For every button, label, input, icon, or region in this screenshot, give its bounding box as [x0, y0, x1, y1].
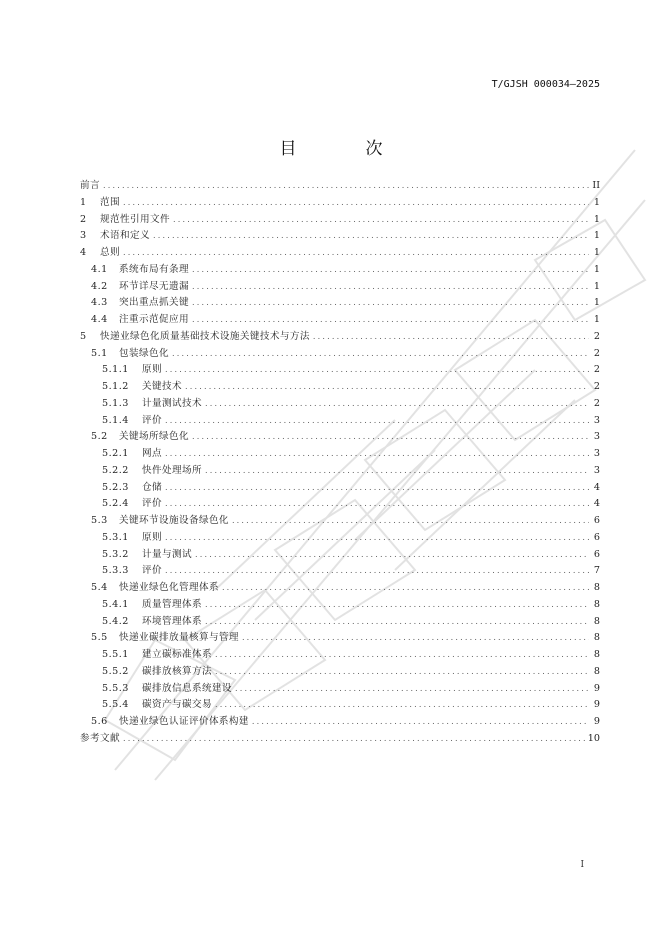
toc-entry-number: 5.5.3 — [102, 682, 129, 694]
toc-entry[interactable] — [80, 664, 600, 681]
toc-dot-leader — [165, 563, 589, 580]
toc-entry-page: 8 — [593, 632, 600, 644]
toc-entry[interactable] — [80, 396, 600, 413]
toc-dot-leader — [165, 362, 589, 379]
toc-entry-label: 碳排放核算方法 — [142, 665, 212, 677]
toc-entry[interactable] — [80, 362, 600, 379]
toc-entry-page: 3 — [593, 464, 600, 476]
toc-entry-number: 5.1.4 — [102, 414, 129, 426]
toc-dot-leader — [173, 212, 589, 229]
toc-entry-label: 评价 — [142, 414, 162, 426]
toc-entry-number: 5.2.1 — [102, 448, 129, 459]
toc-entry[interactable] — [80, 681, 600, 698]
toc-entry[interactable] — [80, 195, 600, 212]
toc-entry-page: 8 — [593, 665, 600, 677]
toc-entry-page: 6 — [593, 515, 600, 526]
toc-dot-leader — [222, 580, 589, 597]
toc-entry-number: 2 — [80, 213, 87, 225]
toc-entry-label: 环境管理体系 — [142, 615, 202, 627]
toc-entry-label: 参考文献 — [80, 732, 120, 744]
toc-dot-leader — [215, 664, 589, 681]
toc-dot-leader — [123, 731, 585, 748]
toc-entry-label: 关键技术 — [142, 381, 182, 392]
toc-entry[interactable] — [80, 731, 600, 748]
toc-dot-leader — [153, 228, 589, 245]
toc-entry-label: 原则 — [142, 364, 162, 376]
toc-entry-number: 5.5.2 — [102, 665, 129, 677]
toc-entry[interactable] — [80, 346, 600, 363]
toc-dot-leader — [192, 429, 589, 446]
toc-dot-leader — [205, 463, 589, 480]
toc-entry[interactable] — [80, 312, 600, 329]
toc-entry[interactable] — [80, 429, 600, 446]
toc-entry-label: 快递业绿色化管理体系 — [119, 582, 219, 593]
toc-entry-number: 5.3.3 — [102, 565, 129, 577]
toc-entry-page: 6 — [593, 531, 600, 543]
toc-entry[interactable] — [80, 228, 600, 245]
toc-entry-page: 7 — [593, 565, 600, 577]
toc-entry-number: 5.4.1 — [102, 598, 129, 610]
toc-entry-page: 1 — [593, 314, 600, 325]
toc-entry[interactable] — [80, 614, 600, 631]
toc-entry[interactable] — [80, 463, 600, 480]
toc-entry-number: 4 — [80, 247, 87, 258]
toc-entry-number: 5.3.1 — [102, 531, 129, 543]
toc-entry-label: 计量与测试 — [142, 548, 192, 560]
toc-entry[interactable] — [80, 697, 600, 714]
toc-entry-label: 关键环节设施设备绿色化 — [119, 515, 229, 526]
toc-entry-label: 环节详尽无遗漏 — [119, 280, 189, 292]
toc-entry[interactable] — [80, 547, 600, 564]
toc-dot-leader — [252, 714, 589, 731]
toc-entry-number: 5.4.2 — [102, 615, 129, 627]
toc-entry-label: 碳排放信息系统建设 — [142, 682, 232, 694]
toc-entry[interactable] — [80, 530, 600, 547]
toc-dot-leader — [165, 446, 589, 463]
toc-entry-label: 术语和定义 — [100, 230, 150, 242]
toc-dot-leader — [242, 630, 589, 647]
toc-entry-number: 5.5.4 — [102, 699, 129, 711]
toc-entry-label: 总则 — [100, 247, 120, 258]
toc-entry-page: 9 — [593, 682, 600, 694]
toc-dot-leader — [195, 547, 589, 564]
toc-entry[interactable] — [80, 279, 600, 296]
toc-entry-label: 快件处理场所 — [142, 464, 202, 476]
toc-dot-leader — [205, 614, 589, 631]
toc-dot-leader — [165, 413, 589, 430]
page-number: I — [580, 860, 584, 870]
toc-entry-label: 仓储 — [142, 481, 162, 493]
toc-entry[interactable] — [80, 178, 600, 195]
toc-entry-label: 注重示范促应用 — [119, 314, 189, 325]
toc-entry-label: 评价 — [142, 498, 162, 510]
toc-entry[interactable] — [80, 413, 600, 430]
toc-entry-number: 5.1.2 — [102, 381, 129, 392]
toc-entry[interactable] — [80, 647, 600, 664]
toc-entry-label: 快递业绿色认证评价体系构建 — [119, 716, 249, 727]
toc-entry-number: 5.2.2 — [102, 464, 129, 476]
toc-dot-leader — [192, 312, 589, 329]
toc-entry[interactable] — [80, 496, 600, 513]
toc-entry-number: 5.2.3 — [102, 481, 129, 493]
toc-entry-number: 5.1.3 — [102, 397, 129, 409]
toc-dot-leader — [205, 597, 589, 614]
toc-entry-page: 1 — [593, 297, 600, 309]
toc-entry-number: 5.4 — [91, 582, 108, 593]
toc-entry-label: 快递业碳排放量核算与管理 — [119, 632, 239, 644]
document-code: T/GJSH 000034—2025 — [491, 79, 600, 90]
toc-entry-page: 1 — [593, 263, 600, 275]
toc-entry[interactable] — [80, 262, 600, 279]
toc-dot-leader — [165, 496, 589, 513]
toc-entry-page: 9 — [593, 699, 600, 711]
toc-entry-number: 5.5 — [91, 632, 108, 644]
toc-dot-leader — [313, 329, 589, 346]
toc-entry-page: 4 — [593, 481, 600, 493]
toc-entry-page: 10 — [587, 732, 600, 744]
toc-entry-label: 质量管理体系 — [142, 598, 202, 610]
toc-entry[interactable] — [80, 480, 600, 497]
toc-entry-label: 关键场所绿色化 — [119, 431, 189, 443]
toc-entry-label: 原则 — [142, 531, 162, 543]
toc-dot-leader — [103, 178, 589, 195]
toc-entry-page: 9 — [593, 716, 600, 727]
toc-entry[interactable] — [80, 379, 600, 396]
toc-entry-page: 2 — [593, 381, 600, 392]
toc-entry-number: 5.6 — [91, 716, 108, 727]
toc-entry-number: 5.1.1 — [102, 364, 129, 376]
toc-entry-page: 1 — [593, 196, 600, 208]
toc-entry-page: 2 — [593, 347, 600, 359]
toc-dot-leader — [232, 513, 589, 530]
toc-entry-number: 1 — [80, 196, 87, 208]
toc-entry-page: 3 — [593, 414, 600, 426]
toc-dot-leader — [235, 681, 589, 698]
toc-entry[interactable] — [80, 212, 600, 229]
toc-entry-page: II — [592, 180, 600, 191]
toc-entry[interactable] — [80, 329, 600, 346]
toc-entry-number: 5.2 — [91, 431, 108, 443]
toc-entry-label: 建立碳标准体系 — [142, 649, 212, 660]
toc-entry-page: 2 — [593, 397, 600, 409]
toc-entry[interactable] — [80, 563, 600, 580]
toc-entry-number: 4.2 — [91, 280, 108, 292]
toc-entry-number: 4.3 — [91, 297, 108, 309]
toc-entry-label: 碳资产与碳交易 — [142, 699, 212, 711]
toc-entry[interactable] — [80, 245, 600, 262]
toc-entry-page: 1 — [593, 247, 600, 258]
toc-entry-page: 8 — [593, 615, 600, 627]
toc-dot-leader — [165, 530, 589, 547]
toc-entry-page: 8 — [593, 598, 600, 610]
toc-entry-number: 5.3.2 — [102, 548, 129, 560]
toc-entry[interactable] — [80, 630, 600, 647]
toc-entry-page: 6 — [593, 548, 600, 560]
toc-entry-page: 2 — [593, 364, 600, 376]
toc-entry-number: 5 — [80, 330, 87, 342]
toc-entry-label: 范围 — [100, 196, 120, 208]
toc-entry-page: 8 — [593, 649, 600, 660]
page-title: 目 次 — [279, 139, 409, 159]
toc-dot-leader — [172, 346, 589, 363]
toc-entry[interactable] — [80, 714, 600, 731]
toc-entry-label: 快递业绿色化质量基础技术设施关键技术与方法 — [100, 330, 310, 342]
toc-entry-label: 系统布局有条理 — [119, 263, 189, 275]
toc-entry-number: 3 — [80, 230, 87, 242]
toc-entry-number: 5.2.4 — [102, 498, 129, 510]
toc-entry-number: 4.1 — [91, 263, 108, 275]
toc-entry-page: 3 — [593, 431, 600, 443]
toc-dot-leader — [205, 396, 589, 413]
toc-entry-number: 5.3 — [91, 515, 108, 526]
toc-entry[interactable] — [80, 513, 600, 530]
toc-entry-page: 4 — [593, 498, 600, 510]
toc-entry-label: 突出重点抓关键 — [119, 297, 189, 309]
toc-dot-leader — [192, 279, 589, 296]
table-of-contents — [80, 178, 600, 748]
toc-dot-leader — [192, 295, 589, 312]
toc-dot-leader — [123, 245, 589, 262]
toc-dot-leader — [185, 379, 589, 396]
toc-entry-number: 4.4 — [91, 314, 108, 325]
toc-dot-leader — [123, 195, 589, 212]
toc-entry[interactable] — [80, 580, 600, 597]
toc-entry-label: 计量测试技术 — [142, 397, 202, 409]
toc-entry-page: 3 — [593, 448, 600, 459]
toc-dot-leader — [215, 647, 589, 664]
toc-entry-page: 1 — [593, 213, 600, 225]
toc-dot-leader — [215, 697, 589, 714]
toc-entry[interactable] — [80, 295, 600, 312]
toc-entry-label: 前言 — [80, 180, 100, 191]
toc-entry[interactable] — [80, 446, 600, 463]
toc-entry-label: 网点 — [142, 448, 162, 459]
toc-entry-label: 规范性引用文件 — [100, 213, 170, 225]
toc-entry-number: 5.5.1 — [102, 649, 129, 660]
toc-entry-page: 8 — [593, 582, 600, 593]
toc-entry-page: 1 — [593, 230, 600, 242]
toc-entry[interactable] — [80, 597, 600, 614]
toc-entry-number: 5.1 — [91, 347, 108, 359]
toc-entry-label: 评价 — [142, 565, 162, 577]
toc-entry-page: 2 — [593, 330, 600, 342]
toc-entry-label: 包装绿色化 — [119, 347, 169, 359]
toc-dot-leader — [192, 262, 589, 279]
toc-dot-leader — [165, 480, 589, 497]
toc-entry-page: 1 — [593, 280, 600, 292]
